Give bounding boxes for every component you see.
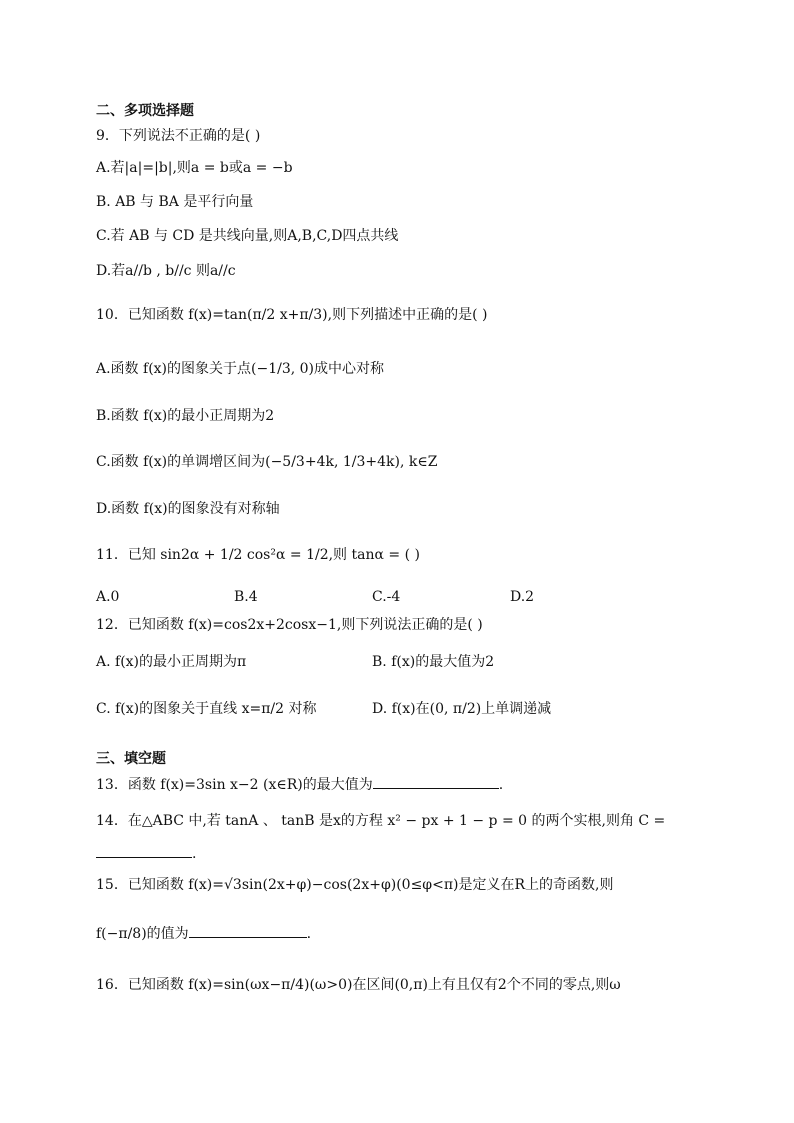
question-9-option-b: B. AB 与 BA 是平行向量: [96, 194, 254, 210]
question-12-stem: 12．已知函数 f(x)=cos2x+2cosx−1,则下列说法正确的是( ): [96, 617, 483, 633]
answer-blank[interactable]: [96, 843, 192, 858]
question-16-stem: 16．已知函数 f(x)=sin(ωx−π/4)(ω>0)在区间(0,π)上有且仅有2个不同的零点,则ω: [96, 977, 621, 993]
question-12-option-a: A. f(x)的最小正周期为π: [96, 654, 247, 670]
question-11-option-b: B.4: [234, 589, 258, 605]
question-15-line2: [96, 923, 311, 944]
section-heading-fill-blank: 三、填空题: [96, 751, 166, 767]
question-12-option-b: B. f(x)的最大值为2: [372, 654, 495, 670]
question-10-option-b: B.函数 f(x)的最小正周期为2: [96, 408, 275, 424]
section-heading-multiple-choice: 二、多项选择题: [96, 103, 194, 119]
question-11-option-a: A.0: [96, 589, 120, 605]
question-14-answer-line: [96, 843, 196, 864]
question-12-option-c: C. f(x)的图象关于直线 x=π/2 对称: [96, 701, 317, 717]
question-12-option-d: D. f(x)在(0, π/2)上单调递减: [372, 701, 552, 717]
question-15-line2-text: f(−π/8)的值为: [96, 926, 189, 942]
answer-blank[interactable]: [189, 923, 307, 938]
question-10-option-a: A.函数 f(x)的图象关于点(−1/3, 0)成中心对称: [96, 361, 385, 377]
question-9-stem: 9．下列说法不正确的是( ): [96, 128, 261, 144]
question-9-option-d: D.若a//b , b//c 则a//c: [96, 263, 236, 279]
question-14-end: .: [192, 846, 197, 862]
question-11-option-d: D.2: [510, 589, 535, 605]
question-13-stem: 13．函数 f(x)=3sin x−2 (x∈R)的最大值为: [96, 777, 373, 793]
question-10-option-c: C.函数 f(x)的单调增区间为(−5/3+4k, 1/3+4k), k∈Z: [96, 454, 438, 470]
question-10-option-d: D.函数 f(x)的图象没有对称轴: [96, 501, 280, 517]
question-11-option-c: C.-4: [372, 589, 401, 605]
question-10-stem: 10．已知函数 f(x)=tan(π/2 x+π/3),则下列描述中正确的是( ): [96, 307, 488, 323]
question-15-stem: 15．已知函数 f(x)=√3sin(2x+φ)−cos(2x+φ)(0≤φ<π)是定义在R上的奇函数,则: [96, 877, 614, 893]
question-13-end: .: [498, 777, 504, 793]
question-15-end: .: [306, 926, 312, 942]
answer-blank[interactable]: [373, 774, 499, 789]
question-11-stem: 11．已知 sin2α + 1/2 cos²α = 1/2,则 tanα = ( ): [96, 547, 420, 563]
question-14-stem: 14．在△ABC 中,若 tanA 、 tanB 是x的方程 x² − px + 1 − p = 0 的两个实根,则角 C =: [96, 813, 666, 829]
question-9-option-a: A.若|a|=|b|,则a = b或a = −b: [96, 160, 293, 176]
question-13: [96, 774, 503, 795]
question-9-option-c: C.若 AB 与 CD 是共线向量,则A,B,C,D四点共线: [96, 228, 399, 244]
